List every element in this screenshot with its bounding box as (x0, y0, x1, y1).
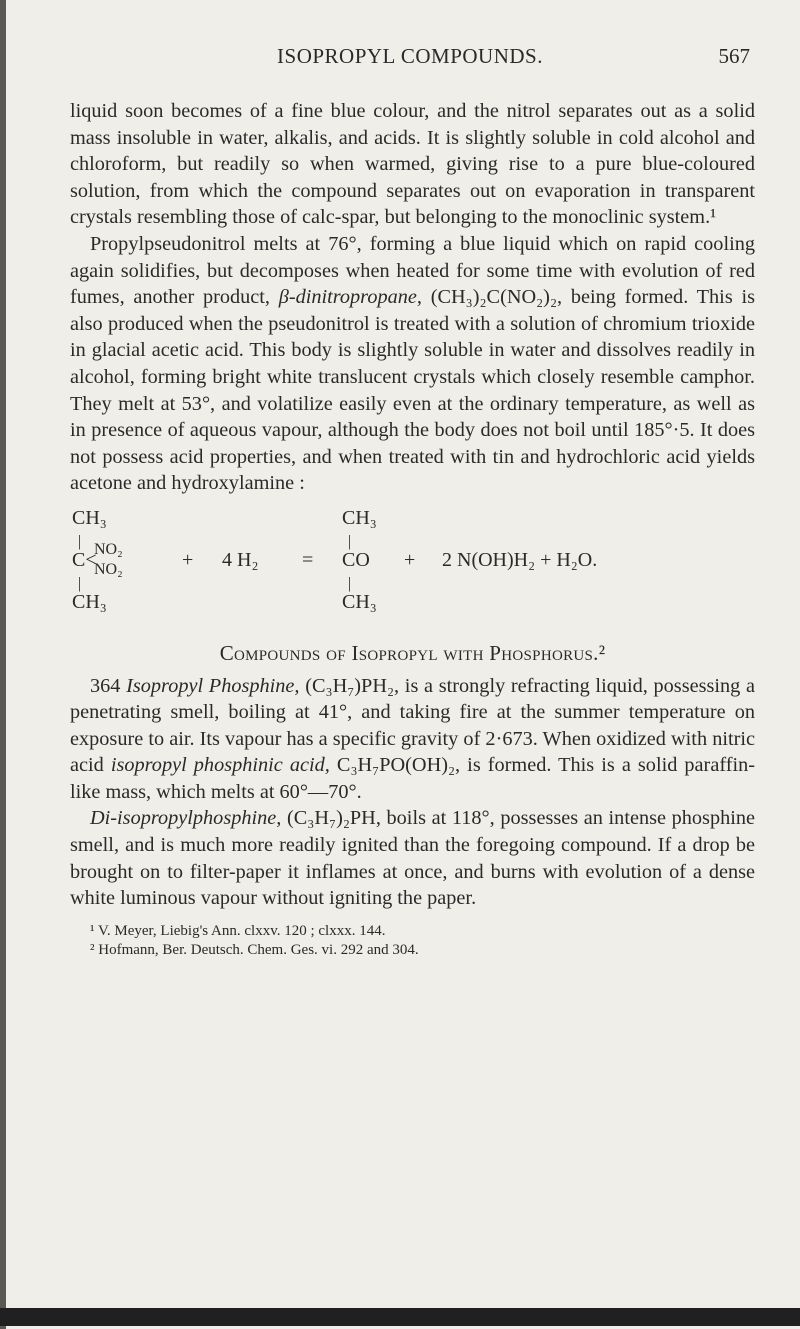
eq-left-carbon: C< (72, 548, 97, 571)
eq-left-top: CH₃ (72, 506, 107, 529)
paragraph-isopropyl-phosphine: 364 Isopropyl Phosphine, (C₃H₇)PH₂, is a strongly refracting liquid, possessing a penetrating smell, boiling at 41°, and taking fire at the summer temperature on exposure to air. Its vapour has a specific gravity of 2·673. When oxidized with nitric acid isopropyl phosphinic acid, C₃H₇PO(OH)₂, is formed. This is a solid paraffin-like mass, which melts at 60°—70°. (70, 674, 755, 803)
running-title: ISOPROPYL COMPOUNDS. (277, 44, 543, 68)
footnotes (70, 922, 755, 960)
eq-carbonyl: CO (342, 548, 370, 571)
eq-plus-2: + (404, 548, 416, 571)
footnote-1: ¹ V. Meyer, Liebig's Ann. clxxv. 120 ; clxxx. 144. (90, 922, 386, 939)
eq-right-bottom: CH₃ (342, 590, 377, 613)
eq-nitro-2: NO₂ (94, 560, 123, 578)
page-binding-edge (0, 0, 6, 1329)
paragraph-di-isopropylphosphine: Di-isopropylphosphine, (C₃H₇)₂PH, boils at 118°, possesses an intense phosphine smell, and is much more readily ignited than the foregoing compound. If a drop be brought on to filter-paper it inflames at once, and burns with evolution of a dense white luminous vapour without igniting the paper. (70, 807, 755, 910)
bottom-scan-edge (0, 1308, 800, 1326)
term-isopropyl-phosphinic-acid: isopropyl phosphinic acid, (110, 754, 330, 777)
page-body (70, 98, 755, 960)
eq-products: 2 N(OH)H₂ + H₂O. (442, 548, 598, 571)
eq-equals: = (302, 548, 314, 571)
page-number: 567 (718, 44, 750, 68)
eq-nitro-1: NO₂ (94, 540, 123, 558)
eq-hydrogen: 4 H₂ (222, 548, 259, 571)
paragraph-propylpseudonitrol: Propylpseudonitrol melts at 76°, forming a blue liquid which on rapid cooling again solidifies, but decomposes when heated for some time with evolution of red fumes, another product, β-dinitropropane, (CH₃)₂C(NO₂)₂, being formed. This is also produced when the pseudonitrol is treated with a solution of chromium trioxide in glacial acetic acid. This body is slightly soluble in water and dissolves readily in alcohol, forming bright white translucent crystals which closely resemble camphor. They melt at 53°, and volatilize easily even at the ordinary temperature, as well as in presence of aqueous vapour, although the body does not boil until 185°·5. It does not possess acid properties, and when treated with tin and hydrochloric acid yields acetone and hydroxylamine : (70, 232, 755, 495)
running-header (70, 44, 750, 74)
term-dinitropropane: β-dinitropropane, (278, 286, 422, 309)
footnote-2: ² Hofmann, Ber. Deutsch. Chem. Ges. vi. 292 and 304. (90, 941, 419, 958)
section-heading: Compounds of Isopropyl with Phosphorus.² (219, 640, 606, 665)
paragraph-blue-nitrol: liquid soon becomes of a fine blue colour, and the nitrol separates out as a solid mass insoluble in water, alkalis, and acids. It is slightly soluble in cold alcohol and chloroform, but readily so when warmed, giving rise to a pure blue-coloured solution, from which the compound separates out on evaporation in transparent crystals resembling those of calc-spar, but belonging to the monoclinic system.¹ (70, 100, 755, 229)
reduction-equation: CH₃ | C< NO₂ NO₂ | CH₃ + 4 H₂ = CH₃ | CO | CH₃ + 2 N(OH)H₂ + H₂O. (70, 497, 755, 622)
term-di-isopropylphosphine: Di-isopropylphosphine, (90, 807, 282, 830)
eq-left-bottom: CH₃ (72, 590, 107, 613)
eq-right-top: CH₃ (342, 506, 377, 529)
term-isopropyl-phosphine: Isopropyl Phosphine, (126, 674, 300, 697)
eq-plus-1: + (182, 548, 194, 571)
